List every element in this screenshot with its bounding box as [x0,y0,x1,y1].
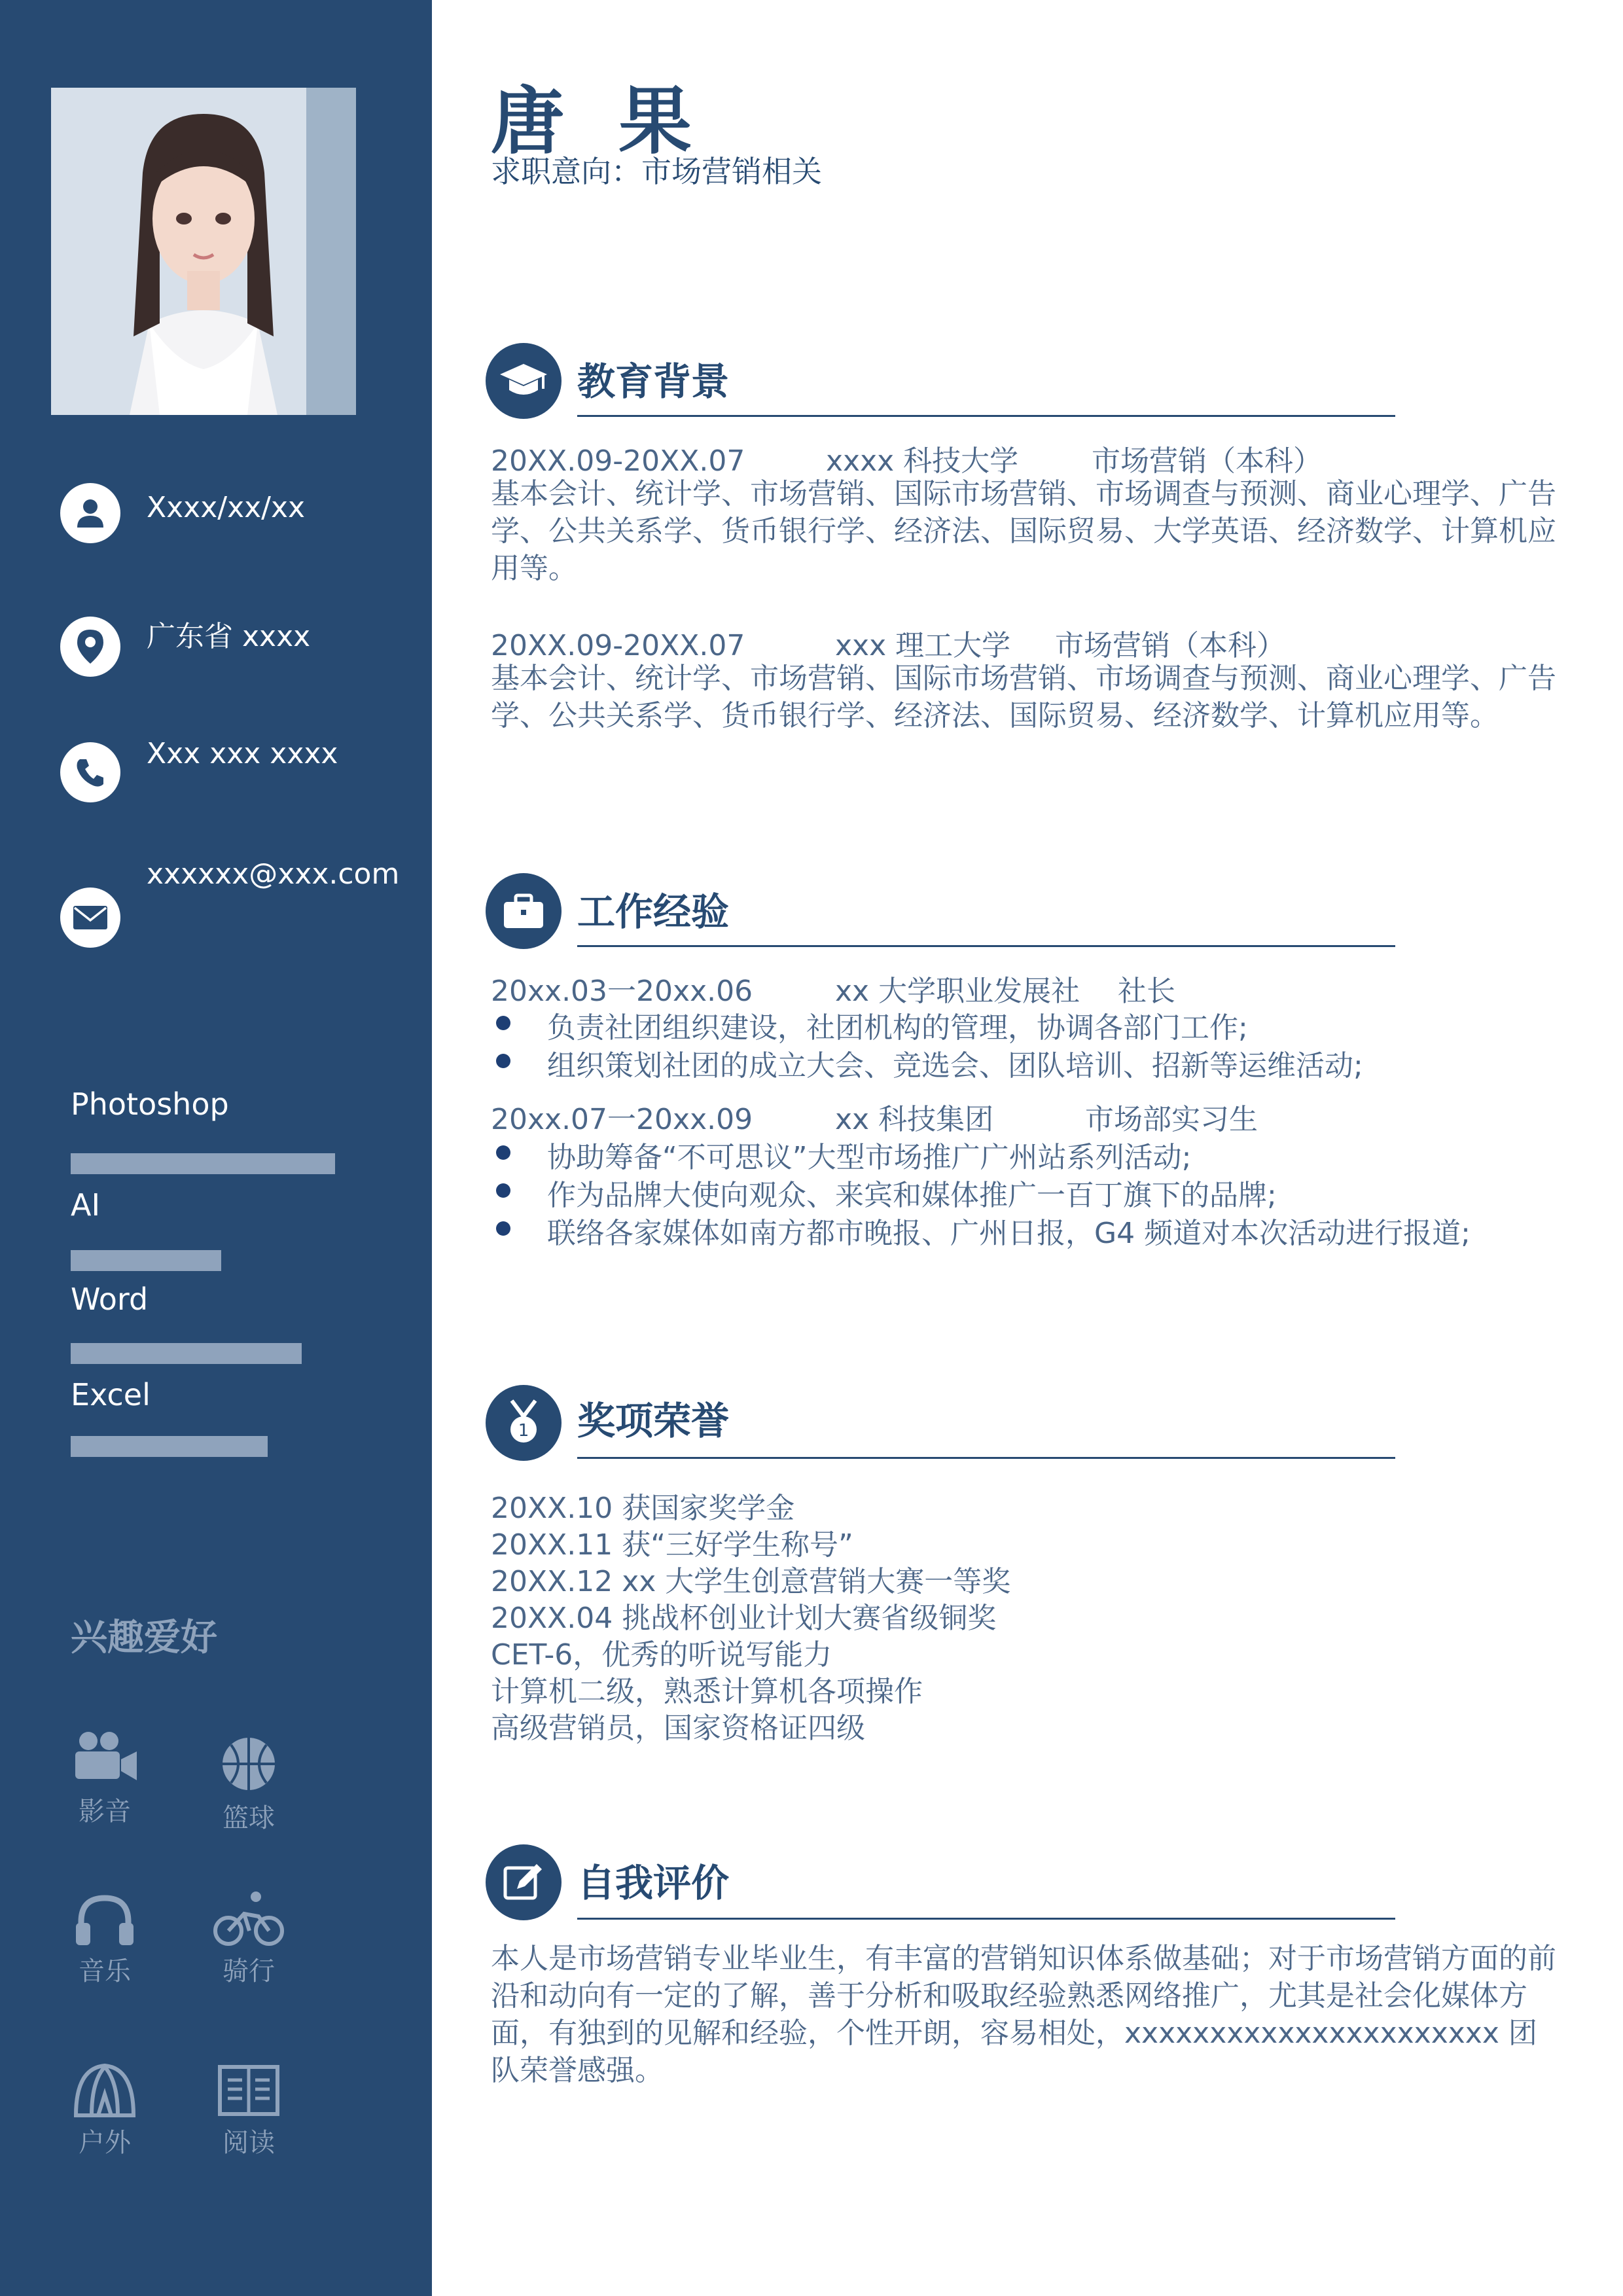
video-camera-icon [69,1728,141,1787]
skill-name-excel: Excel [71,1377,151,1412]
hobby-label: 骑行 [223,1956,275,1986]
work-point: 负责社团组织建设，社团机构的管理，协调各部门工作; [547,1011,1248,1045]
bullet-dot [496,1016,510,1030]
education-entry-header [491,622,1285,664]
section-title: 教育背景 [577,359,730,404]
hobby-basketball [196,1734,301,1835]
award-item: 计算机二级，熟悉计算机各项操作 [491,1675,923,1708]
basketball-icon [219,1734,278,1793]
award-item: 高级营销员，国家资格证四级 [491,1712,865,1745]
award-item: 20XX.10 获国家奖学金 [491,1492,795,1525]
skill-bar-ai [71,1250,221,1271]
work-entry-header [491,1096,1258,1138]
job-intent: 求职意向：市场营销相关 [491,154,822,189]
education-courses: 基本会计、统计学、市场营销、国际市场营销、市场调查与预测、商业心理学、广告学、公共关系学、货币银行学、经济法、国际贸易、大学英语、经济数学、计算机应用等。 [491,477,1556,585]
section-divider [577,945,1395,947]
mail-icon [60,888,120,948]
self-evaluation-text: 本人是市场营销专业毕业生，有丰富的营销知识体系做基础；对于市场营销方面的前沿和动向有一定的了解，善于分析和吸取经验熟悉网络推广，尤其是社会化媒体方面，有独到的见解和经验，个性开朗，容易相处，xxxxxxxxxxxxxxxxxxxxxx 团队荣誉感强。 [491,1942,1556,2087]
hobby-music [52,1890,157,1988]
profile-photo [51,88,356,415]
headphones-icon [72,1890,137,1946]
award-item: 20XX.11 获“三好学生称号” [491,1528,853,1562]
bullet-dot [496,1054,510,1068]
phone-number: Xxx xxx xxxx [147,737,338,770]
hobby-label: 户外 [79,2128,131,2158]
sidebar [0,0,432,2296]
cycling-icon [213,1890,285,1946]
award-item: 20XX.12 xx 大学生创意营销大赛一等奖 [491,1565,1011,1598]
edit-icon [486,1844,562,1920]
birth-date: Xxxx/xx/xx [147,491,306,524]
skill-name-photoshop: Photoshop [71,1086,229,1122]
graduation-cap-icon [486,343,562,419]
candidate-name: 唐 果 [491,79,706,164]
skill-name-word: Word [71,1282,149,1317]
award-item: 20XX.04 挑战杯创业计划大赛省级铜奖 [491,1602,997,1635]
education-major: 市场营销（本科） [1092,444,1322,478]
work-period: 20xx.07一20xx.09 [491,1103,753,1136]
hobby-label: 篮球 [223,1803,275,1833]
work-point: 作为品牌大使向观众、来宾和媒体推广一百丁旗下的品牌; [547,1179,1277,1212]
work-org: xx 科技集团 [835,1103,994,1136]
tent-icon [72,2062,137,2118]
skill-bar-word [71,1343,302,1364]
section-title: 自我评价 [577,1861,730,1905]
work-point: 组织策划社团的成立大会、竞选会、团队培训、招新等运维活动; [547,1049,1363,1083]
work-point: 协助筹备“不可思议”大型市场推广广州站系列活动; [547,1141,1192,1174]
section-title: 奖项荣誉 [577,1399,730,1443]
hobby-cycling [196,1890,301,1988]
hobby-video [52,1728,157,1828]
medal-icon [486,1385,562,1461]
briefcase-icon [486,873,562,949]
work-entry-header [491,967,1175,1009]
section-divider [577,1457,1395,1459]
location-pin-icon [60,617,120,677]
section-divider [577,1918,1395,1920]
person-icon [60,483,120,543]
education-period: 20XX.09-20XX.07 [491,444,745,478]
phone-icon [60,742,120,802]
section-divider [577,415,1395,417]
hobby-reading [196,2062,301,2159]
bullet-dot [496,1183,510,1198]
work-role: 社长 [1118,975,1175,1008]
hobby-label: 影音 [79,1797,131,1827]
address: 广东省 xxxx [147,620,311,653]
award-item: CET-6，优秀的听说写能力 [491,1638,832,1672]
education-period: 20XX.09-20XX.07 [491,629,745,662]
hobby-outdoor [52,2062,157,2159]
skill-bar-excel [71,1436,268,1457]
book-icon [216,2062,281,2118]
bullet-dot [496,1221,510,1236]
bullet-dot [496,1145,510,1160]
email: xxxxxx@xxx.com [147,857,400,891]
svg-text:1: 1 [518,1421,529,1441]
work-role: 市场部实习生 [1085,1103,1258,1136]
skill-bar-photoshop [71,1153,335,1174]
work-org: xx 大学职业发展社 [835,975,1080,1008]
education-courses: 基本会计、统计学、市场营销、国际市场营销、市场调查与预测、商业心理学、广告学、公共关系学、货币银行学、经济法、国际贸易、经济数学、计算机应用等。 [491,662,1556,732]
education-school: xxx 理工大学 [835,629,1011,662]
hobbies-title: 兴趣爱好 [71,1617,217,1659]
section-title: 工作经验 [577,889,730,934]
hobby-label: 阅读 [223,2128,275,2158]
work-period: 20xx.03一20xx.06 [491,975,753,1008]
education-school: xxxx 科技大学 [826,444,1019,478]
education-major: 市场营销（本科） [1055,629,1285,662]
work-point: 联络各家媒体如南方都市晚报、广州日报，G4 频道对本次活动进行报道; [547,1217,1471,1250]
skill-name-ai: AI [71,1187,101,1223]
hobby-label: 音乐 [79,1956,131,1986]
education-entry-header [491,437,1322,479]
